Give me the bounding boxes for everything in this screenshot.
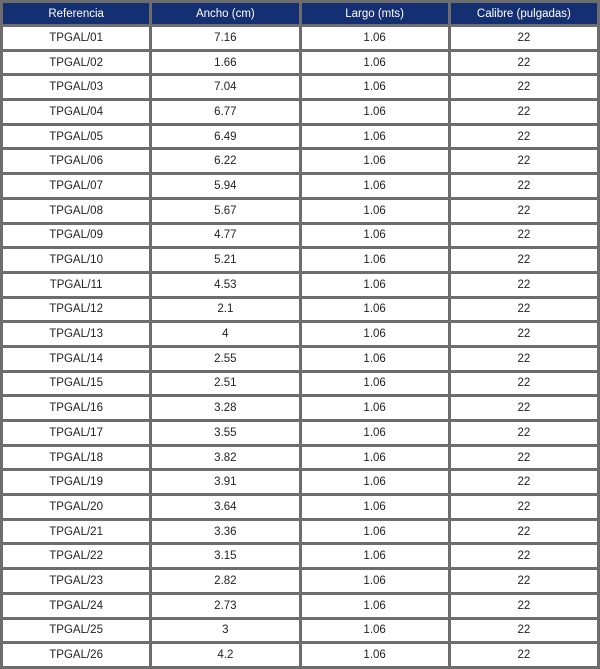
header-largo: Largo (mts): [302, 3, 448, 24]
cell-referencia: TPGAL/07: [3, 175, 149, 197]
cell-largo: 1.06: [302, 249, 448, 271]
cell-largo: 1.06: [302, 620, 448, 642]
cell-largo: 1.06: [302, 150, 448, 172]
table-row: [3, 348, 597, 370]
cell-calibre: 22: [451, 373, 597, 395]
cell-ancho: 6.49: [152, 126, 298, 148]
cell-referencia: TPGAL/22: [3, 545, 149, 567]
cell-referencia: TPGAL/14: [3, 348, 149, 370]
table-row: [3, 570, 597, 592]
cell-calibre: 22: [451, 447, 597, 469]
cell-referencia: TPGAL/10: [3, 249, 149, 271]
cell-ancho: 3.15: [152, 545, 298, 567]
cell-largo: 1.06: [302, 545, 448, 567]
cell-calibre: 22: [451, 101, 597, 123]
cell-largo: 1.06: [302, 373, 448, 395]
table-row: [3, 299, 597, 321]
cell-ancho: 3.36: [152, 521, 298, 543]
header-ancho: Ancho (cm): [152, 3, 298, 24]
cell-referencia: TPGAL/05: [3, 126, 149, 148]
table-row: [3, 397, 597, 419]
table-row: [3, 76, 597, 98]
cell-calibre: 22: [451, 274, 597, 296]
cell-ancho: 2.1: [152, 299, 298, 321]
table-row: [3, 545, 597, 567]
table-row: [3, 447, 597, 469]
cell-ancho: 2.73: [152, 595, 298, 617]
cell-referencia: TPGAL/09: [3, 225, 149, 247]
cell-ancho: 6.22: [152, 150, 298, 172]
cell-calibre: 22: [451, 397, 597, 419]
table-row: [3, 175, 597, 197]
cell-referencia: TPGAL/04: [3, 101, 149, 123]
cell-ancho: 2.51: [152, 373, 298, 395]
cell-largo: 1.06: [302, 348, 448, 370]
cell-referencia: TPGAL/11: [3, 274, 149, 296]
table-row: [3, 373, 597, 395]
cell-referencia: TPGAL/21: [3, 521, 149, 543]
cell-referencia: TPGAL/23: [3, 570, 149, 592]
cell-calibre: 22: [451, 225, 597, 247]
cell-largo: 1.06: [302, 471, 448, 493]
cell-ancho: 3.55: [152, 422, 298, 444]
cell-ancho: 3.82: [152, 447, 298, 469]
table-row: [3, 521, 597, 543]
cell-ancho: 2.55: [152, 348, 298, 370]
table-row: [3, 27, 597, 49]
cell-referencia: TPGAL/25: [3, 620, 149, 642]
cell-calibre: 22: [451, 570, 597, 592]
table-row: [3, 422, 597, 444]
cell-referencia: TPGAL/12: [3, 299, 149, 321]
cell-referencia: TPGAL/01: [3, 27, 149, 49]
cell-referencia: TPGAL/02: [3, 52, 149, 74]
cell-calibre: 22: [451, 422, 597, 444]
cell-calibre: 22: [451, 27, 597, 49]
table-row: [3, 620, 597, 642]
header-calibre: Calibre (pulgadas): [451, 3, 597, 24]
cell-largo: 1.06: [302, 27, 448, 49]
cell-referencia: TPGAL/13: [3, 323, 149, 345]
cell-calibre: 22: [451, 299, 597, 321]
cell-ancho: 4: [152, 323, 298, 345]
cell-referencia: TPGAL/06: [3, 150, 149, 172]
cell-referencia: TPGAL/15: [3, 373, 149, 395]
cell-largo: 1.06: [302, 595, 448, 617]
table-row: [3, 101, 597, 123]
cell-ancho: 7.16: [152, 27, 298, 49]
cell-ancho: 5.67: [152, 200, 298, 222]
table-row: [3, 644, 597, 666]
cell-calibre: 22: [451, 126, 597, 148]
cell-ancho: 3.28: [152, 397, 298, 419]
cell-calibre: 22: [451, 323, 597, 345]
header-referencia: Referencia: [3, 3, 149, 24]
cell-ancho: 4.77: [152, 225, 298, 247]
cell-calibre: 22: [451, 76, 597, 98]
cell-calibre: 22: [451, 249, 597, 271]
cell-largo: 1.06: [302, 422, 448, 444]
cell-largo: 1.06: [302, 447, 448, 469]
cell-calibre: 22: [451, 545, 597, 567]
cell-largo: 1.06: [302, 101, 448, 123]
table-row: [3, 274, 597, 296]
cell-ancho: 5.94: [152, 175, 298, 197]
cell-referencia: TPGAL/16: [3, 397, 149, 419]
cell-calibre: 22: [451, 620, 597, 642]
cell-largo: 1.06: [302, 175, 448, 197]
table-header: [3, 3, 597, 24]
cell-calibre: 22: [451, 496, 597, 518]
cell-largo: 1.06: [302, 496, 448, 518]
cell-largo: 1.06: [302, 323, 448, 345]
cell-ancho: 5.21: [152, 249, 298, 271]
table-row: [3, 150, 597, 172]
cell-calibre: 22: [451, 521, 597, 543]
table-row: [3, 52, 597, 74]
cell-referencia: TPGAL/26: [3, 644, 149, 666]
cell-referencia: TPGAL/20: [3, 496, 149, 518]
cell-calibre: 22: [451, 175, 597, 197]
table-row: [3, 323, 597, 345]
cell-calibre: 22: [451, 200, 597, 222]
cell-referencia: TPGAL/18: [3, 447, 149, 469]
cell-ancho: 6.77: [152, 101, 298, 123]
table-row: [3, 471, 597, 493]
table-row: [3, 595, 597, 617]
cell-ancho: 3: [152, 620, 298, 642]
cell-largo: 1.06: [302, 397, 448, 419]
cell-ancho: 3.64: [152, 496, 298, 518]
cell-calibre: 22: [451, 595, 597, 617]
cell-largo: 1.06: [302, 126, 448, 148]
cell-largo: 1.06: [302, 200, 448, 222]
cell-ancho: 1.66: [152, 52, 298, 74]
cell-referencia: TPGAL/17: [3, 422, 149, 444]
cell-largo: 1.06: [302, 299, 448, 321]
cell-ancho: 7.04: [152, 76, 298, 98]
cell-largo: 1.06: [302, 274, 448, 296]
cell-largo: 1.06: [302, 225, 448, 247]
cell-calibre: 22: [451, 471, 597, 493]
cell-ancho: 2.82: [152, 570, 298, 592]
cell-largo: 1.06: [302, 52, 448, 74]
cell-calibre: 22: [451, 348, 597, 370]
table-row: [3, 249, 597, 271]
cell-referencia: TPGAL/24: [3, 595, 149, 617]
cell-calibre: 22: [451, 150, 597, 172]
cell-calibre: 22: [451, 644, 597, 666]
table-body: [3, 27, 597, 666]
table-row: [3, 496, 597, 518]
cell-largo: 1.06: [302, 521, 448, 543]
cell-ancho: 4.2: [152, 644, 298, 666]
table-row: [3, 200, 597, 222]
cell-largo: 1.06: [302, 570, 448, 592]
cell-largo: 1.06: [302, 644, 448, 666]
header-row: [3, 3, 597, 24]
table-row: [3, 225, 597, 247]
cell-referencia: TPGAL/19: [3, 471, 149, 493]
cell-referencia: TPGAL/03: [3, 76, 149, 98]
cell-largo: 1.06: [302, 76, 448, 98]
cell-ancho: 3.91: [152, 471, 298, 493]
table-row: [3, 126, 597, 148]
cell-referencia: TPGAL/08: [3, 200, 149, 222]
cell-calibre: 22: [451, 52, 597, 74]
cell-ancho: 4.53: [152, 274, 298, 296]
